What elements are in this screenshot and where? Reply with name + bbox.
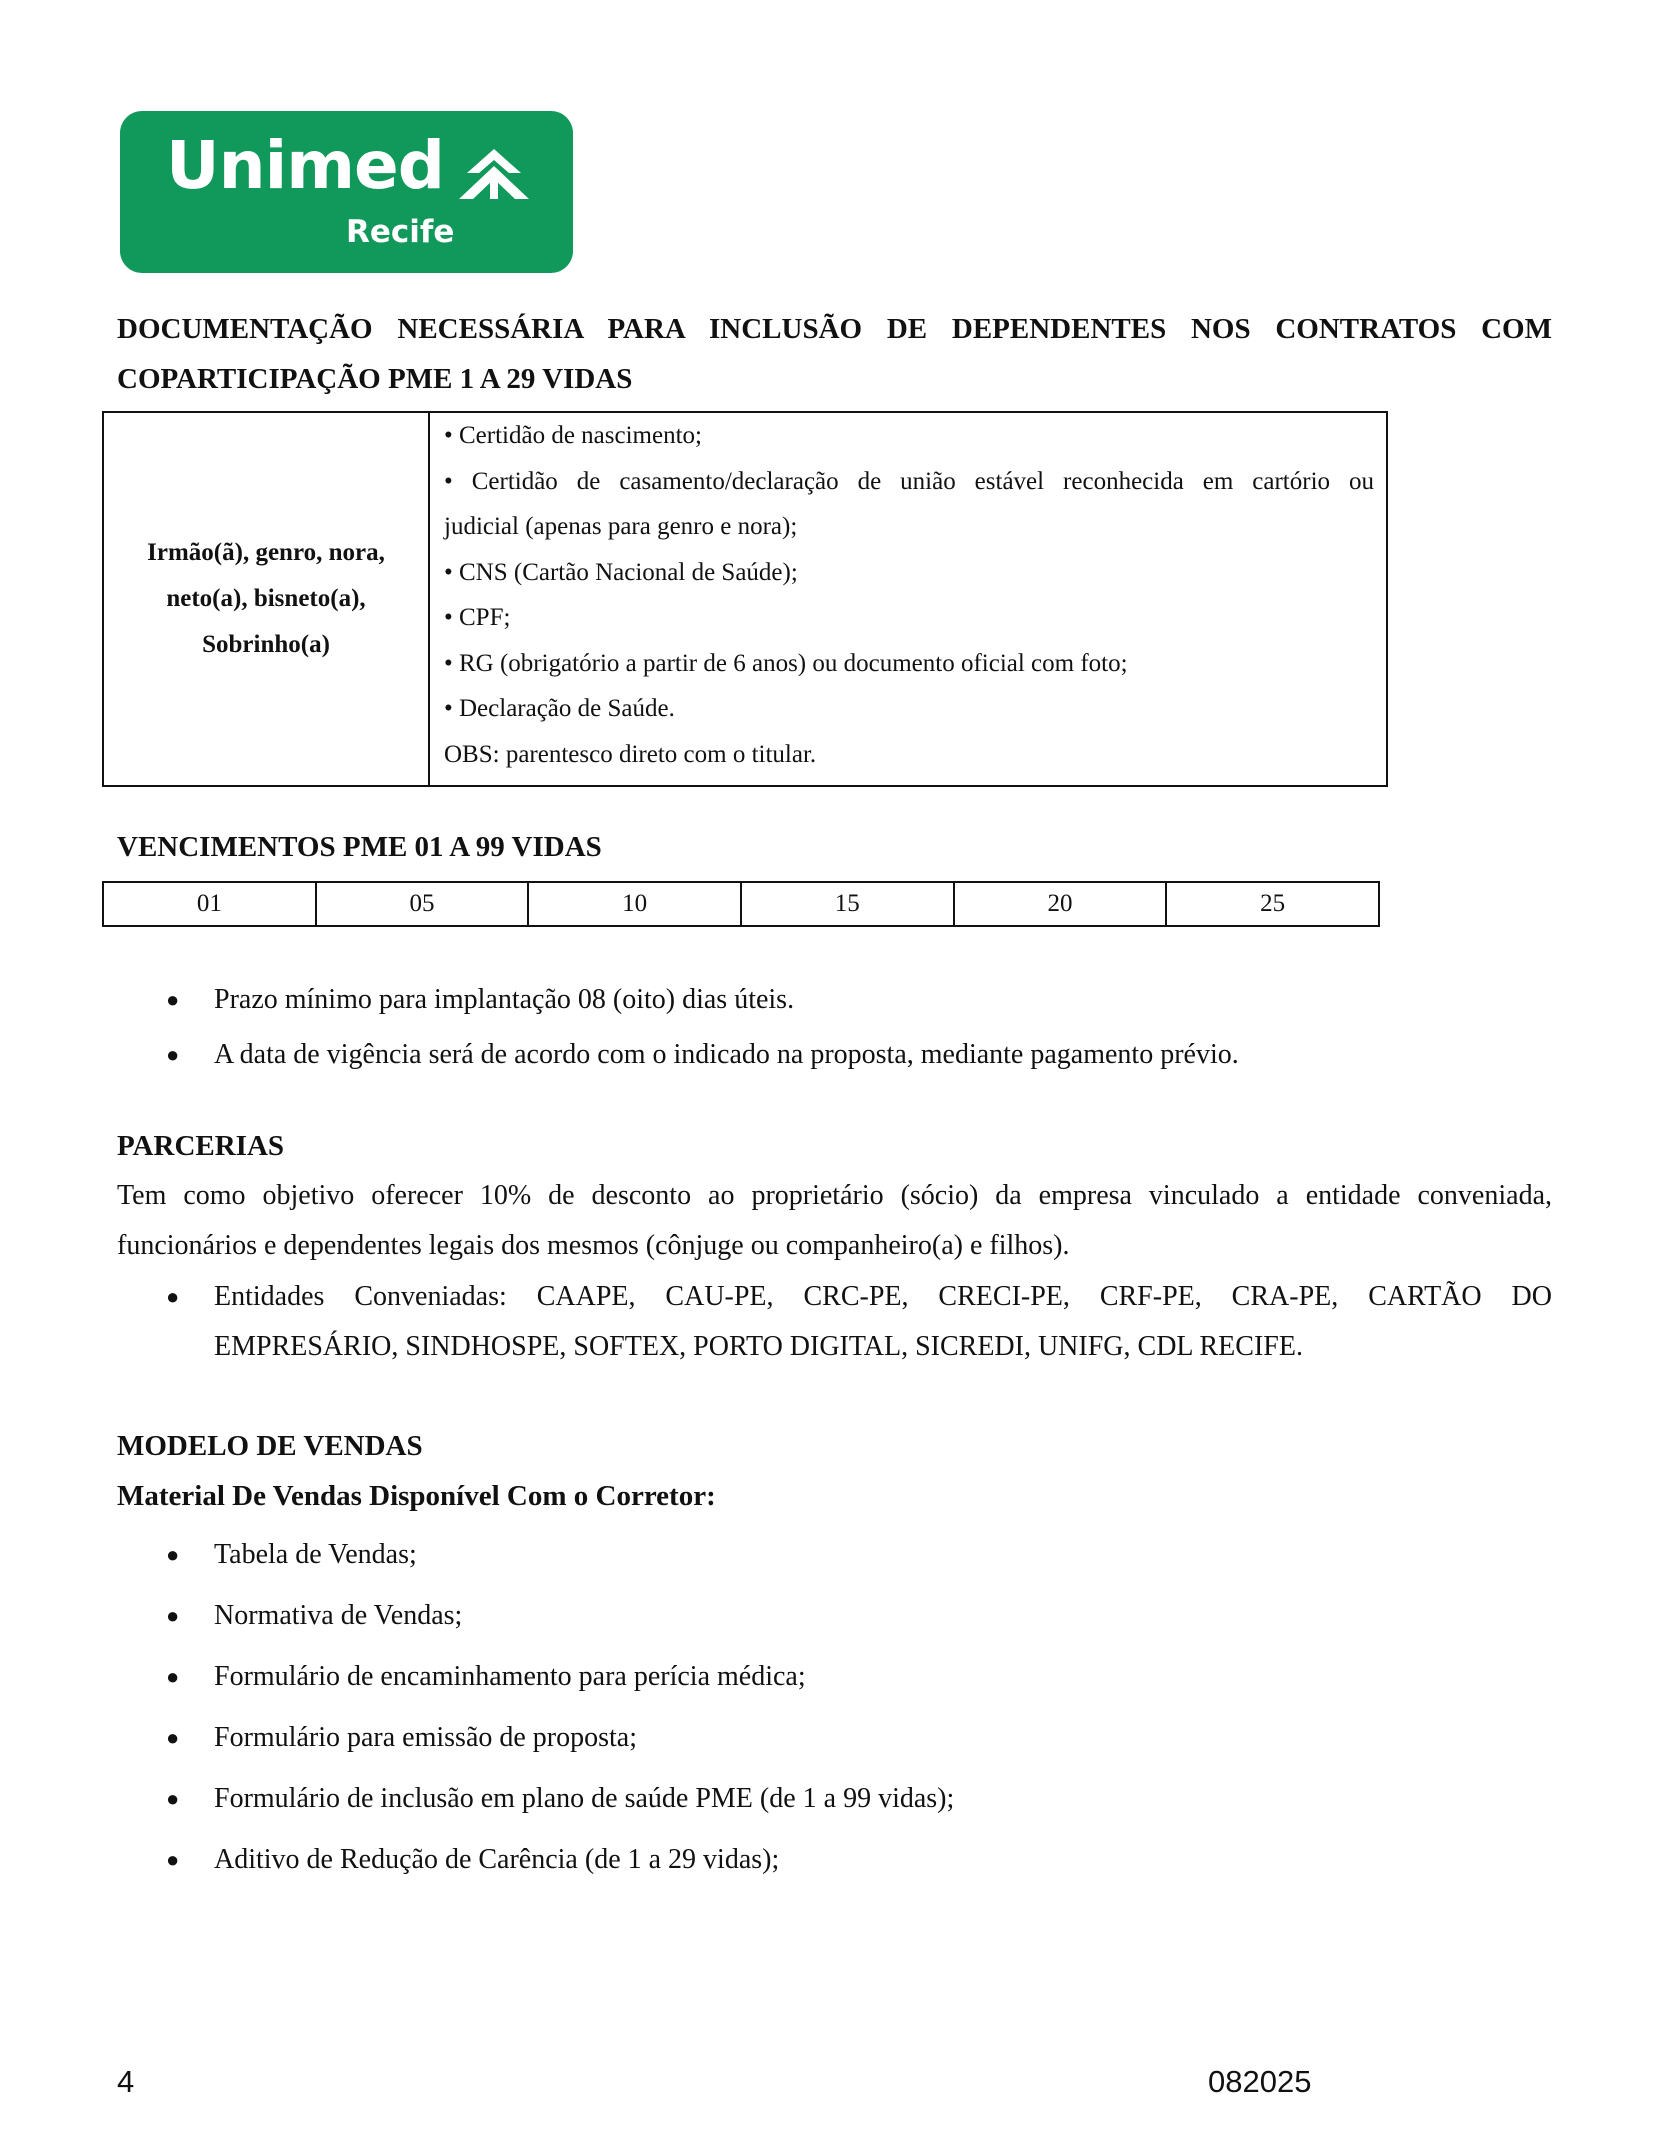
sales-material-list — [0, 1524, 954, 1890]
parcerias-text-line1: Tem como objetivo oferecer 10% de desconto ao proprietário (sócio) da empresa vinculado a entidade conveniada, — [117, 1180, 1552, 1211]
list-item — [0, 1829, 954, 1890]
bullet-icon: ● — [166, 1042, 180, 1067]
document-item: • Declaração de Saúde. — [444, 695, 675, 722]
vencimentos-notes-list — [0, 972, 1239, 1082]
parcerias-text-line2: funcionários e dependentes legais dos mesmos (cônjuge ou companheiro(a) e filhos). — [117, 1230, 1070, 1261]
parcerias-list — [0, 1272, 1552, 1372]
list-item — [0, 1027, 1239, 1082]
due-day-cell: 20 — [954, 882, 1167, 926]
material-text: Normativa de Vendas; — [214, 1600, 463, 1631]
document-observation: OBS: parentesco direto com o titular. — [444, 740, 817, 768]
document-item: • CNS (Cartão Nacional de Saúde); — [444, 558, 798, 586]
required-documents-cell — [429, 412, 1387, 786]
due-day-cell: 10 — [528, 882, 741, 926]
list-item — [0, 1707, 954, 1768]
bullet-icon: ● — [166, 987, 180, 1012]
due-day-cell: 15 — [741, 882, 954, 926]
material-text: Formulário para emissão de proposta; — [214, 1722, 638, 1753]
material-text: Formulário de encaminhamento para perícia médica; — [214, 1661, 806, 1692]
logo-city: Recife — [346, 214, 455, 250]
due-day-cell: 01 — [103, 882, 316, 926]
due-day-cell: 25 — [1166, 882, 1379, 926]
parcerias-heading: PARCERIAS — [117, 1130, 285, 1162]
unimed-recife-logo — [120, 111, 573, 273]
bullet-icon: ● — [166, 1664, 180, 1689]
note-text: A data de vigência será de acordo com o indicado na proposta, mediante pagamento prévio. — [214, 1039, 1239, 1070]
dependents-doc-table — [102, 411, 1388, 787]
material-text: Tabela de Vendas; — [214, 1539, 417, 1570]
due-day-cell: 05 — [316, 882, 529, 926]
bullet-icon: ● — [166, 1725, 180, 1750]
bullet-icon: ● — [166, 1847, 180, 1872]
bullet-icon: ● — [166, 1284, 180, 1309]
dependents-category-line: Irmão(ã), genro, nora, — [147, 539, 385, 566]
document-code: 082025 — [1208, 2064, 1312, 2099]
material-text: Aditivo de Redução de Carência (de 1 a 29 vidas); — [214, 1844, 780, 1875]
list-item — [0, 1768, 954, 1829]
list-item — [0, 972, 1239, 1027]
document-item: • Certidão de nascimento; — [444, 422, 702, 449]
page-number: 4 — [117, 2064, 135, 2099]
list-item — [0, 1524, 954, 1585]
document-item: • Certidão de casamento/declaração de união estável reconhecida em cartório ou — [444, 467, 1374, 495]
modelo-subheading: Material De Vendas Disponível Com o Corretor: — [117, 1480, 716, 1512]
material-text: Formulário de inclusão em plano de saúde PME (de 1 a 99 vidas); — [214, 1783, 955, 1814]
bullet-icon: ● — [166, 1603, 180, 1628]
note-text: Prazo mínimo para implantação 08 (oito) dias úteis. — [214, 984, 795, 1015]
unimed-tree-icon — [457, 149, 531, 201]
doc-heading-line2: COPARTICIPAÇÃO PME 1 A 29 VIDAS — [117, 363, 633, 395]
bullet-icon: ● — [166, 1542, 180, 1567]
doc-heading-line1: DOCUMENTAÇÃO NECESSÁRIA PARA INCLUSÃO DE DEPENDENTES NOS CONTRATOS COM — [117, 313, 1552, 345]
vencimentos-heading: VENCIMENTOS PME 01 A 99 VIDAS — [117, 831, 602, 863]
vencimentos-table — [102, 881, 1380, 927]
entities-line2: EMPRESÁRIO, SINDHOSPE, SOFTEX, PORTO DIGITAL, SICREDI, UNIFG, CDL RECIFE. — [214, 1331, 1303, 1362]
list-item — [0, 1272, 1552, 1372]
logo-brand: Unimed — [166, 127, 444, 204]
bullet-icon: ● — [166, 1786, 180, 1811]
dependents-category-line: Sobrinho(a) — [202, 631, 330, 658]
dependents-category-cell — [103, 412, 429, 786]
document-item: • RG (obrigatório a partir de 6 anos) ou documento oficial com foto; — [444, 649, 1128, 677]
list-item — [0, 1585, 954, 1646]
modelo-heading: MODELO DE VENDAS — [117, 1430, 423, 1462]
dependents-category-line: neto(a), bisneto(a), — [166, 585, 366, 612]
list-item — [0, 1646, 954, 1707]
document-item: • CPF; — [444, 604, 511, 631]
entities-line1: Entidades Conveniadas: CAAPE, CAU-PE, CRC-PE, CRECI-PE, CRF-PE, CRA-PE, CARTÃO DO — [214, 1281, 1552, 1312]
document-item: judicial (apenas para genro e nora); — [444, 513, 798, 540]
